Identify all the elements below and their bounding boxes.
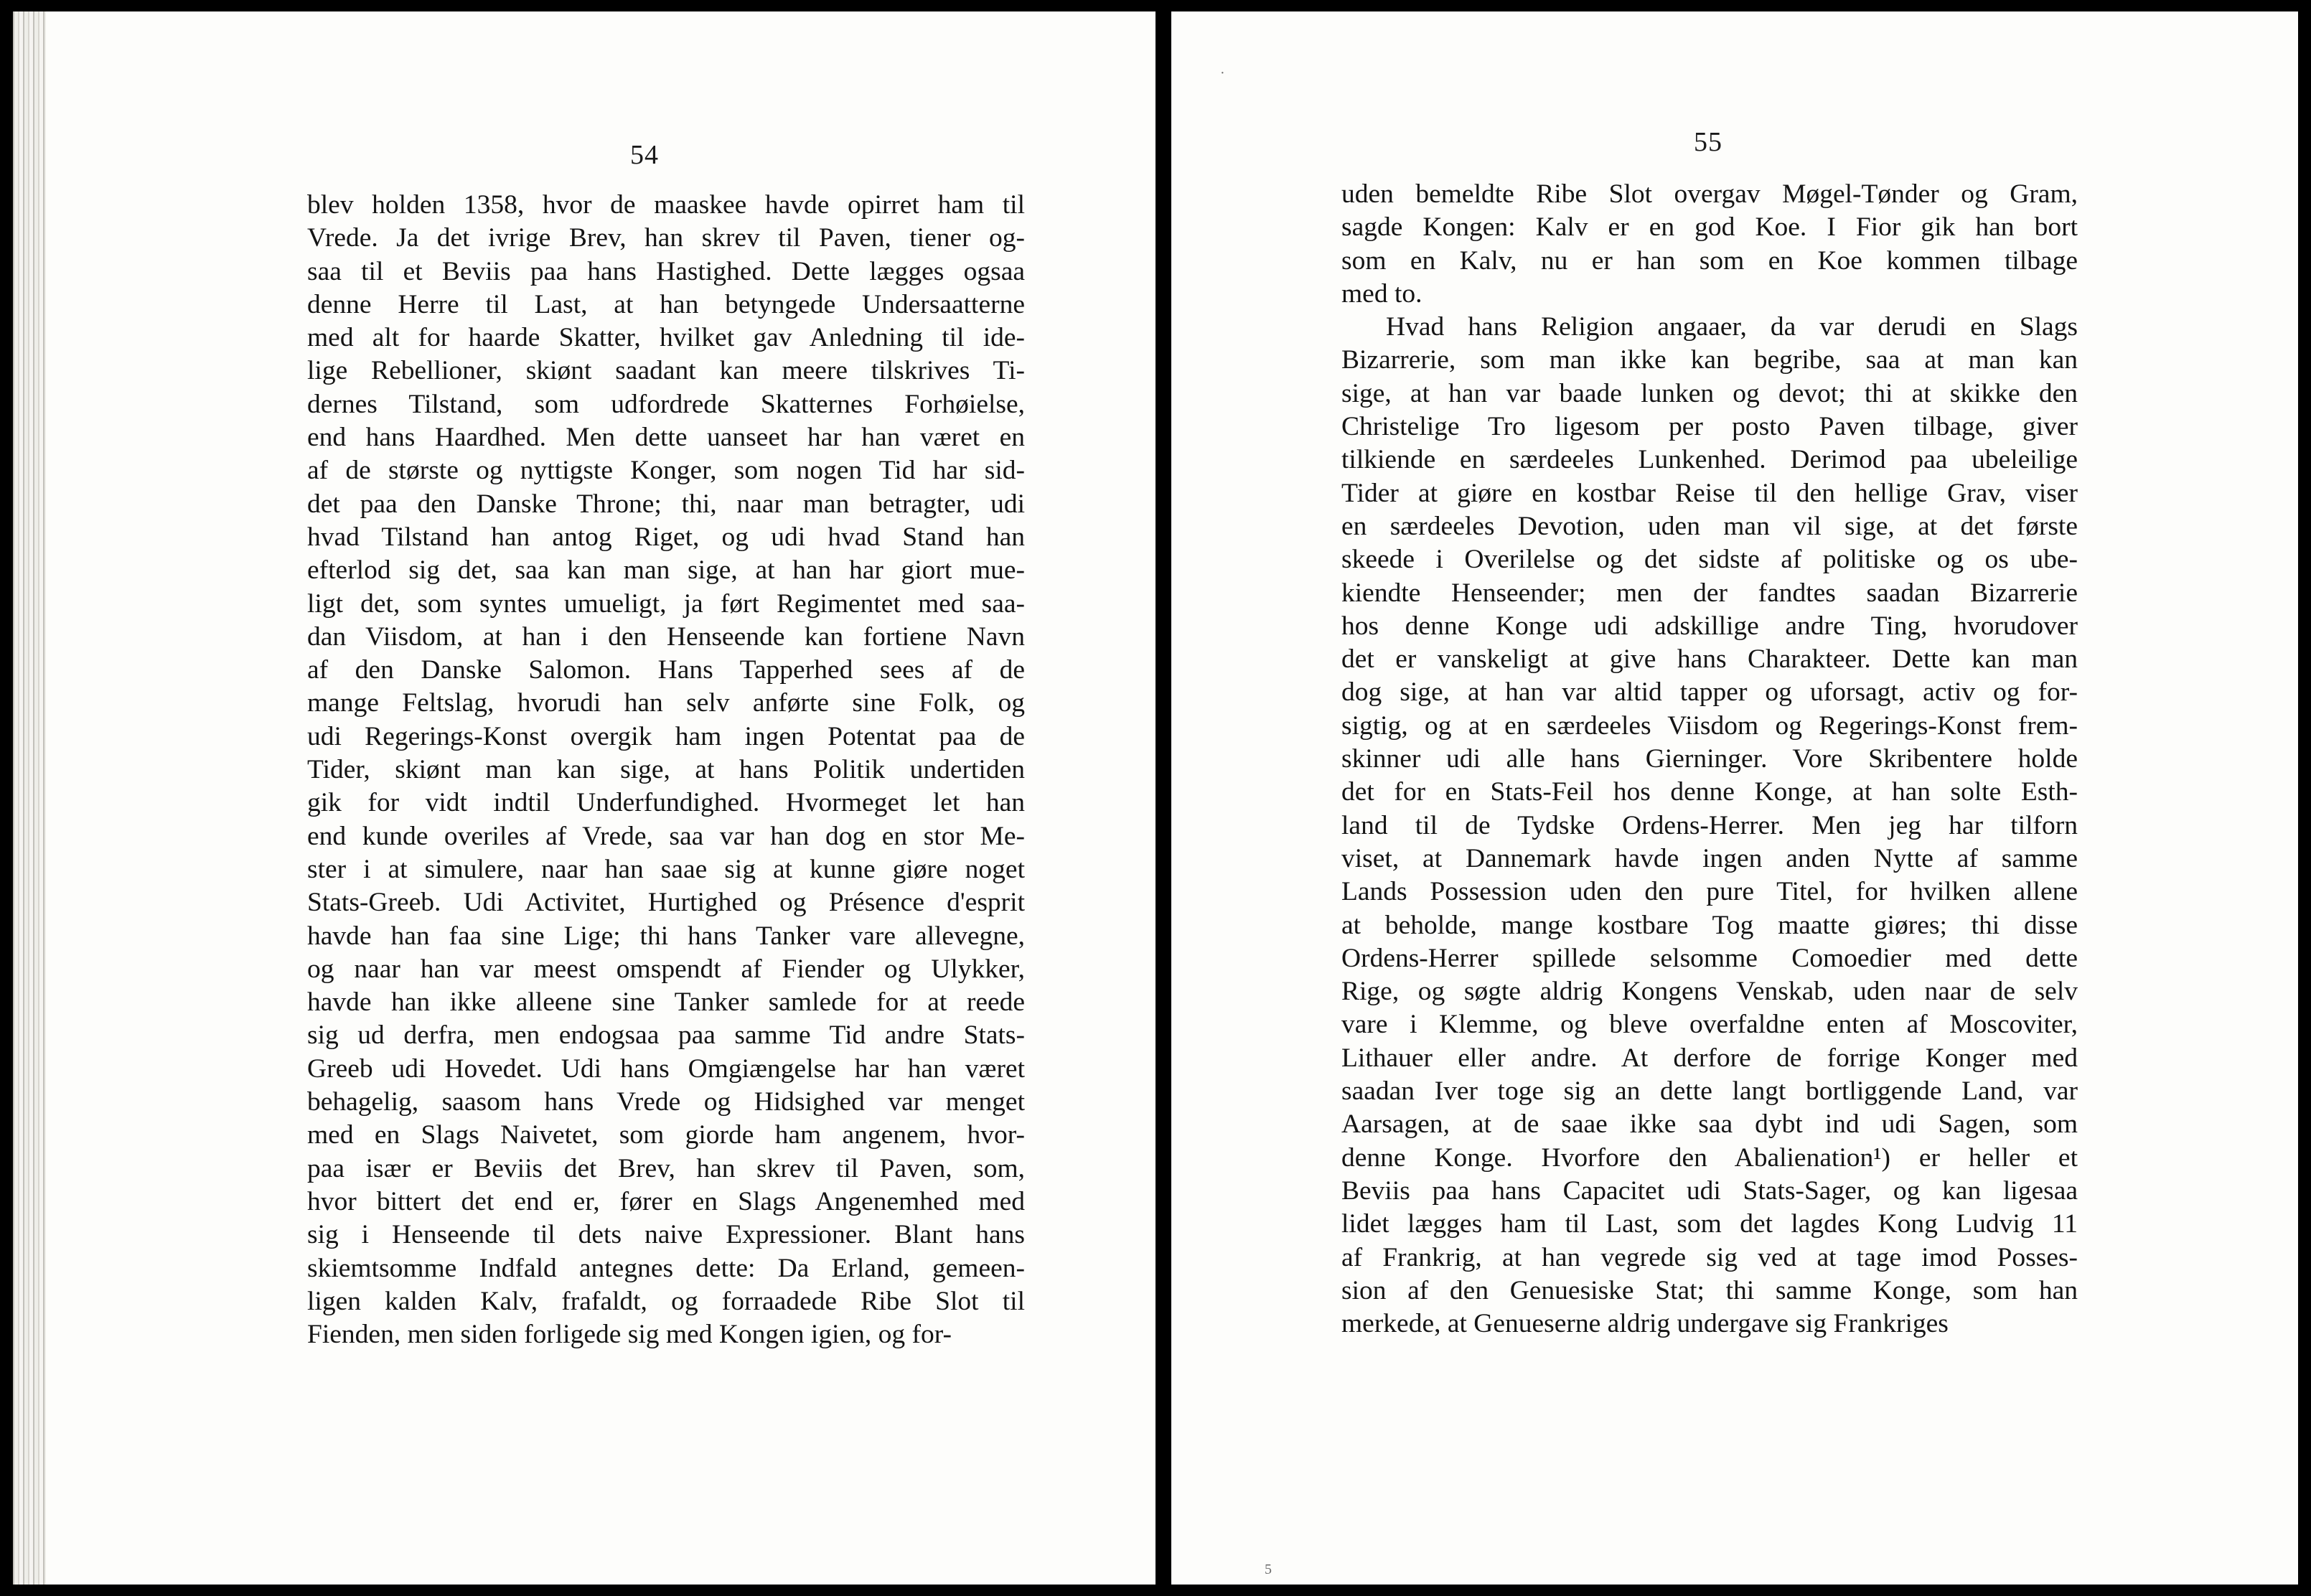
text-line: ligt det, som syntes umueligt, ja ført Regimentet med saa- bbox=[307, 588, 1025, 619]
text-line: skeede i Overilelse og det sidste af politiske og os ube- bbox=[1341, 545, 2078, 575]
text-line: en særdeeles Devotion, uden man vil sige, at det første bbox=[1341, 511, 2078, 541]
text-line: saa til et Beviis paa hans Hastighed. Dette lægges ogsaa bbox=[307, 256, 1025, 286]
text-line: dernes Tilstand, som udfordrede Skatternes Forhøielse, bbox=[307, 389, 1025, 419]
text-line: end hans Haardhed. Men dette uanseet har han været en bbox=[307, 423, 1025, 453]
text-line: dan Viisdom, at han i den Henseende kan fortiene Navn bbox=[307, 621, 1025, 652]
text-line: skiemtsomme Indfald antegnes dette: Da Erland, gemeen- bbox=[307, 1253, 1025, 1283]
text-line: saadan Iver toge sig an dette langt bortliggende Land, var bbox=[1341, 1076, 2078, 1107]
text-line: hvad Tilstand han antog Riget, og udi hvad Stand han bbox=[307, 522, 1025, 552]
text-line: tilkiende en særdeeles Lunkenhed. Derimod paa ubeleilige bbox=[1341, 445, 2078, 475]
text-line: denne Herre til Last, at han betyngede Undersaatterne bbox=[307, 289, 1025, 319]
text-line: merkede, at Genueserne aldrig undergave sig Frankriges bbox=[1341, 1309, 1949, 1339]
text-line: af Frankrig, at han vegrede sig ved at tage imod Posses- bbox=[1341, 1242, 2078, 1272]
text-line: havde han faa sine Lige; thi hans Tanker vare allevegne, bbox=[307, 921, 1025, 951]
text-line: med to. bbox=[1341, 278, 1422, 309]
text-line: efterlod sig det, saa kan man sige, at han har giort mue- bbox=[307, 555, 1025, 586]
text-line: Bizarrerie, som man ikke kan begribe, saa at man kan bbox=[1341, 345, 2078, 375]
text-line: ligen kalden Kalv, frafaldt, og forraadede Ribe Slot til bbox=[307, 1286, 1025, 1316]
text-line: Greeb udi Hovedet. Udi hans Omgiængelse har han været bbox=[307, 1053, 1025, 1084]
text-line: udi Regerings-Konst overgik ham ingen Potentat paa de bbox=[307, 721, 1025, 751]
text-line: dog sige, at han var altid tapper og uforsagt, activ og for- bbox=[1341, 677, 2078, 708]
text-line: med alt for haarde Skatter, hvilket gav Anledning til ide- bbox=[307, 323, 1025, 353]
text-line: Stats-Greeb. Udi Activitet, Hurtighed og Présence d'esprit bbox=[307, 888, 1025, 918]
text-line: Tider, skiønt man kan sige, at hans Politik undertiden bbox=[307, 755, 1025, 785]
text-line: sig i Henseende til dets naive Expressioner. Blant hans bbox=[307, 1220, 1025, 1250]
text-line: og naar han var meest omspendt af Fiender og Ulykker, bbox=[307, 954, 1025, 984]
text-line: sig ud derfra, men endogsaa paa samme Tid andre Stats- bbox=[307, 1020, 1025, 1051]
text-line: uden bemeldte Ribe Slot overgav Møgel-Tønder og Gram, bbox=[1341, 179, 2078, 209]
text-line: det for en Stats-Feil hos denne Konge, at han solte Esth- bbox=[1341, 777, 2078, 807]
text-line: Lands Possession uden den pure Titel, for hvilken allene bbox=[1341, 877, 2078, 907]
text-line: Beviis paa hans Capacitet udi Stats-Sager, og kan ligesaa bbox=[1341, 1175, 2078, 1206]
text-line: end kunde overiles af Vrede, saa var han dog en stor Me- bbox=[307, 821, 1025, 851]
text-line: hos denne Konge udi adskillige andre Ting, hvorudover bbox=[1341, 611, 2078, 641]
text-line: Fienden, men siden forligede sig med Kongen igien, og for- bbox=[307, 1320, 952, 1350]
page-edge-shadow bbox=[13, 11, 46, 1585]
text-line: land til de Tydske Ordens-Herrer. Men jeg har tilforn bbox=[1341, 810, 2078, 840]
text-line: at beholde, mange kostbare Tog maatte giøres; thi disse bbox=[1341, 910, 2078, 940]
text-line: hvor bittert det end er, fører en Slags Angenemhed med bbox=[307, 1186, 1025, 1216]
page-number-left: 54 bbox=[630, 140, 659, 170]
text-line: viset, at Dannemark havde ingen anden Nytte af samme bbox=[1341, 843, 2078, 873]
text-line: behagelig, saasom hans Vrede og Hidsighed var menget bbox=[307, 1087, 1025, 1117]
text-line: lige Rebellioner, skiønt saadant kan meere tilskrives Ti- bbox=[307, 356, 1025, 386]
text-line: ster i at simulere, naar han saae sig at kunne giøre noget bbox=[307, 854, 1025, 884]
text-line: sige, at han var baade lunken og devot; thi at skikke den bbox=[1341, 378, 2078, 408]
text-line: Vrede. Ja det ivrige Brev, han skrev til Paven, tiener og- bbox=[307, 223, 1025, 253]
text-line: Ordens-Herrer spillede selsomme Comoedier med dette bbox=[1341, 943, 2078, 973]
text-line: kiendte Henseender; men der fandtes saadan Bizarrerie bbox=[1341, 578, 2078, 608]
text-line: sion af den Genuesiske Stat; thi samme Konge, som han bbox=[1341, 1275, 2078, 1305]
text-line: Lithauer eller andre. At derfore de forrige Konger med bbox=[1341, 1043, 2078, 1073]
right-page-text bbox=[1341, 178, 2078, 1341]
text-line: sigtig, og at en særdeeles Viisdom og Regerings-Konst frem- bbox=[1341, 710, 2078, 741]
text-line: blev holden 1358, hvor de maaskee havde opirret ham til bbox=[307, 190, 1025, 220]
page-number-right: 55 bbox=[1694, 127, 1722, 157]
text-line: sagde Kongen: Kalv er en god Koe. I Fior gik han bort bbox=[1341, 212, 2078, 243]
text-line: mange Feltslag, hvorudi han selv anførte sine Folk, og bbox=[307, 688, 1025, 718]
text-line: gik for vidt indtil Underfundighed. Hvormeget let han bbox=[307, 788, 1025, 818]
text-line: af den Danske Salomon. Hans Tapperhed sees af de bbox=[307, 655, 1025, 685]
text-line: Rige, og søgte aldrig Kongens Venskab, uden naar de selv bbox=[1341, 977, 2078, 1007]
text-line: vare i Klemme, og bleve overfaldne enten af Moscoviter, bbox=[1341, 1010, 2078, 1040]
text-line: med en Slags Naivetet, som giorde ham angenem, hvor- bbox=[307, 1120, 1025, 1150]
left-page-text bbox=[307, 189, 1025, 1351]
text-line: Christelige Tro ligesom per posto Paven tilbage, giver bbox=[1341, 412, 2078, 442]
text-line: Hvad hans Religion angaaer, da var derudi en Slags bbox=[1386, 312, 2078, 342]
text-line: som en Kalv, nu er han som en Koe kommen tilbage bbox=[1341, 245, 2078, 276]
right-page bbox=[1171, 11, 2298, 1585]
text-line: det paa den Danske Throne; thi, naar man betragter, udi bbox=[307, 489, 1025, 519]
text-line: havde han ikke alleene sine Tanker samlede for at reede bbox=[307, 987, 1025, 1018]
text-line: det er vanskeligt at give hans Charakteer. Dette kan man bbox=[1341, 644, 2078, 675]
margin-mark-bottom: 5 bbox=[1265, 1562, 1272, 1577]
margin-mark-top: · bbox=[1220, 65, 1225, 81]
left-page bbox=[13, 11, 1156, 1585]
text-line: skinner udi alle hans Gierninger. Vore Skribentere holde bbox=[1341, 744, 2078, 774]
text-line: denne Konge. Hvorfore den Abalienation¹) er heller et bbox=[1341, 1142, 2078, 1173]
text-line: paa især er Beviis det Brev, han skrev til Paven, som, bbox=[307, 1153, 1025, 1183]
text-line: Tider at giøre en kostbar Reise til den hellige Grav, viser bbox=[1341, 478, 2078, 508]
text-line: af de største og nyttigste Konger, som nogen Tid har sid- bbox=[307, 456, 1025, 486]
text-line: Aarsagen, at de saae ikke saa dybt ind udi Sagen, som bbox=[1341, 1109, 2078, 1140]
text-line: lidet lægges ham til Last, som det lagdes Kong Ludvig 11 bbox=[1341, 1209, 2078, 1239]
